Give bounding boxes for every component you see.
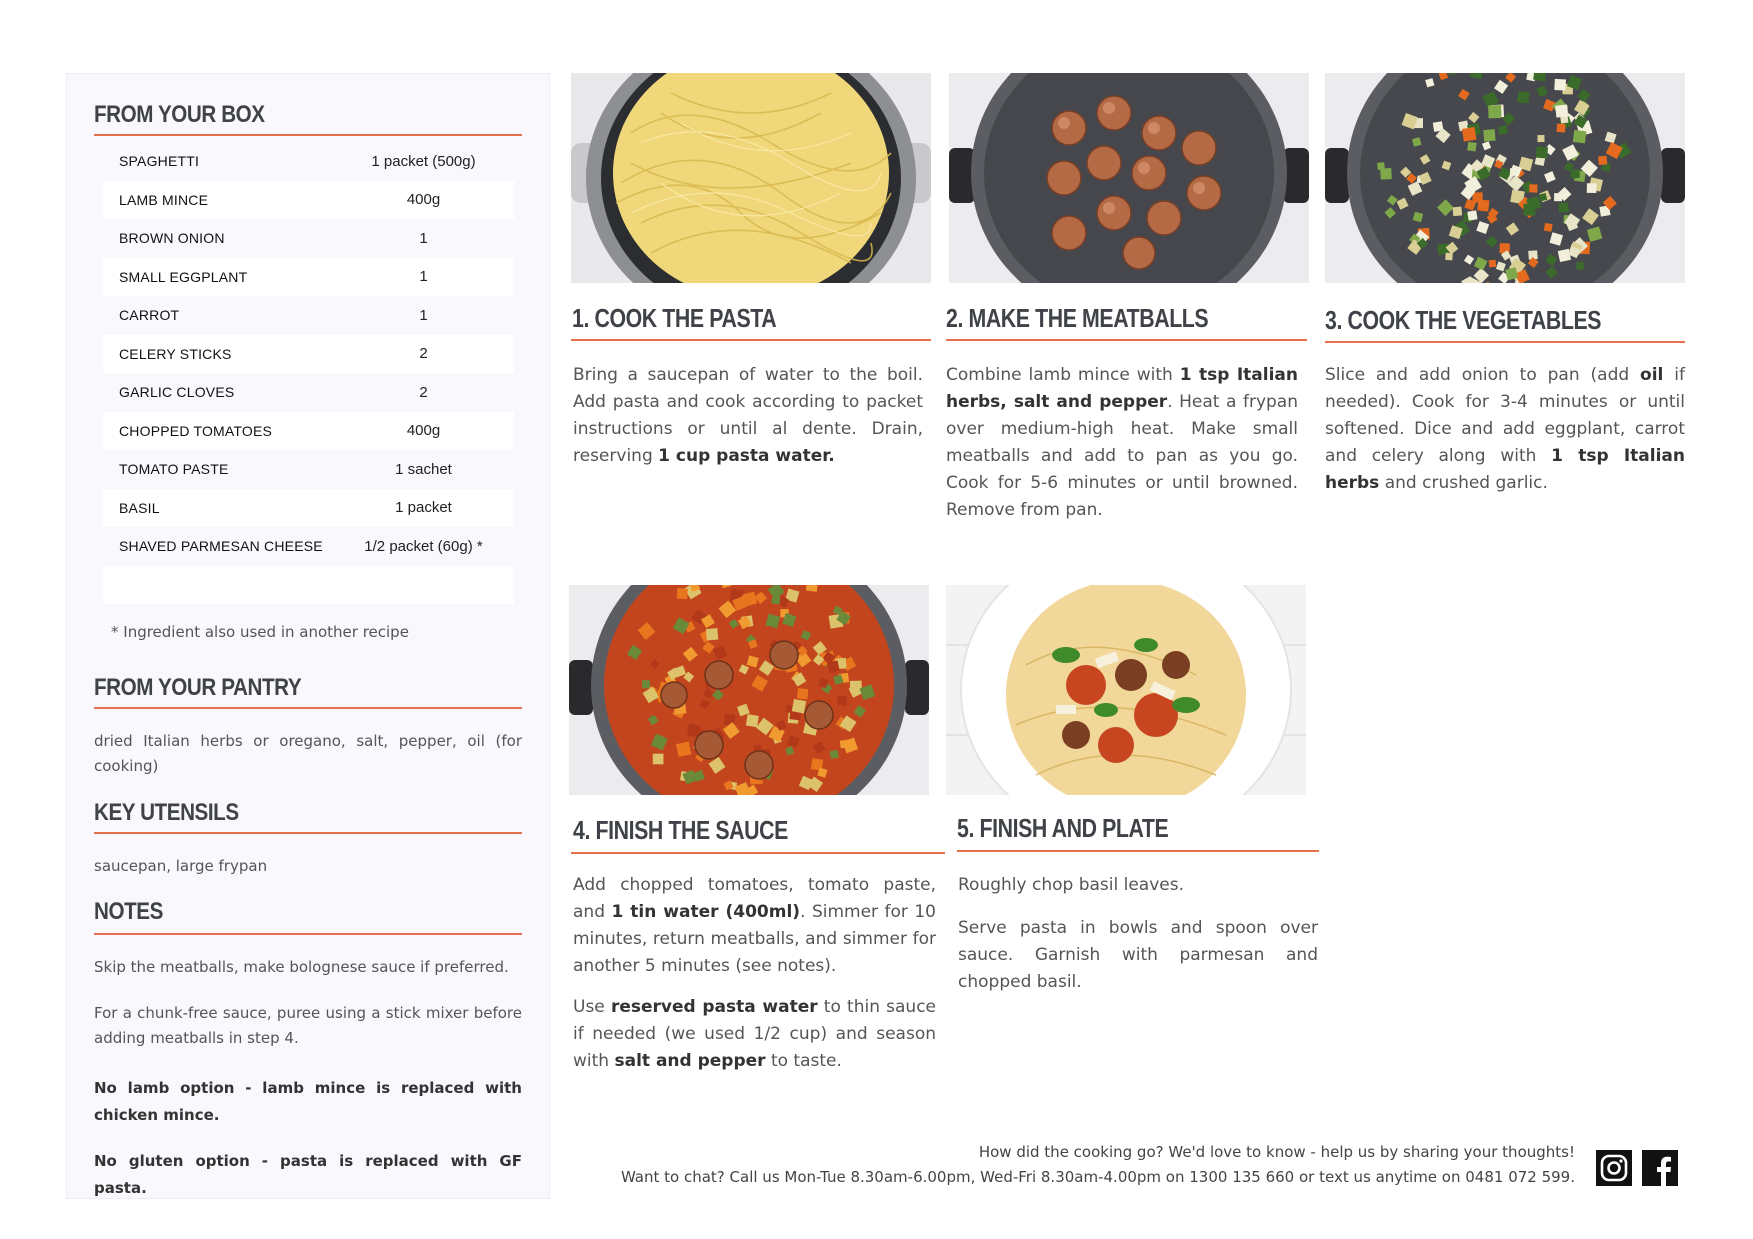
vegetable-piece xyxy=(1536,146,1548,158)
vegetable-piece xyxy=(1445,253,1453,261)
vegetable-piece xyxy=(840,740,849,749)
facebook-icon[interactable] xyxy=(1642,1150,1678,1186)
step-text-segment: . Heat a frypan over medium-high heat. Make small meatballs and add to pan as you go. Cook for 5-6 minutes or until browned. Remove from pan. xyxy=(946,392,1298,520)
vegetable-piece xyxy=(792,699,807,714)
vegetable-piece xyxy=(1571,169,1580,178)
from-your-box-title: FROM YOUR BOX xyxy=(94,101,265,128)
step-3-photo-vegetables xyxy=(1325,73,1685,283)
vegetable-piece xyxy=(1587,183,1597,193)
ingredient-quantity: 1 xyxy=(419,268,428,286)
emphasis-text: oil xyxy=(1640,365,1664,385)
step-paragraph xyxy=(958,872,1318,899)
step-divider xyxy=(571,339,931,341)
step-text-segment: Combine lamb mince with xyxy=(946,365,1180,385)
step-text-segment: Roughly chop basil leaves. xyxy=(958,875,1184,895)
step-3-text xyxy=(1325,362,1685,497)
step-text-segment: to taste. xyxy=(765,1051,842,1071)
step-text-segment: Add chopped tomatoes, tomato paste, and xyxy=(573,875,936,922)
step-text-segment: and crushed garlic. xyxy=(1379,473,1548,493)
section-divider xyxy=(94,134,522,136)
emphasis-text: 1 cup pasta water. xyxy=(658,446,835,466)
vegetable-piece xyxy=(706,628,718,640)
vegetable-piece xyxy=(837,695,848,706)
vegetable-piece xyxy=(1576,262,1584,270)
pantry-text: dried Italian herbs or oregano, salt, pepper, oil (for cooking) xyxy=(94,732,522,775)
note-item: For a chunk-free sauce, puree using a stick mixer before adding meatballs in step 4. xyxy=(94,1004,522,1047)
vegetable-piece xyxy=(1559,202,1569,212)
emphasis-text: 1 tsp Italian herbs xyxy=(1325,446,1686,493)
ingredient-name: GARLIC CLOVES xyxy=(119,384,235,401)
ingredient-row xyxy=(103,489,514,528)
step-1-title: 1. COOK THE PASTA xyxy=(572,303,777,333)
step-divider xyxy=(1325,341,1685,343)
step-5-title: 5. FINISH AND PLATE xyxy=(957,813,1169,843)
ingredients-table xyxy=(103,142,514,604)
vegetable-piece xyxy=(1544,223,1553,232)
step-1-text xyxy=(573,362,923,470)
vegetable-piece xyxy=(1554,193,1562,201)
ingredient-name: SPAGHETTI xyxy=(119,153,200,170)
note-item: No lamb option - lamb mince is replaced with chicken mince. xyxy=(94,1079,522,1124)
ingredient-row xyxy=(103,181,514,220)
step-4-title: 4. FINISH THE SAUCE xyxy=(573,815,788,845)
feedback-line: How did the cooking go? We'd love to know - help us by sharing your thoughts! xyxy=(978,1143,1575,1161)
vegetable-piece xyxy=(724,714,736,726)
ingredient-quantity: 1 packet xyxy=(395,499,452,517)
vegetable-piece xyxy=(1573,130,1587,144)
vegetable-piece xyxy=(1467,210,1477,220)
ingredient-name: SHAVED PARMESAN CHEESE xyxy=(119,538,323,555)
ingredient-quantity: 400g xyxy=(406,191,441,209)
step-3-title: 3. COOK THE VEGETABLES xyxy=(1325,305,1602,335)
ingredient-quantity: 1 packet (500g) xyxy=(371,152,476,170)
step-paragraph xyxy=(573,994,936,1075)
ingredient-quantity: 1/2 packet (60g) * xyxy=(364,537,483,555)
step-2-title: 2. MAKE THE MEATBALLS xyxy=(946,303,1209,333)
emphasis-text: salt and pepper xyxy=(614,1051,766,1071)
step-text-segment: . Simmer for 10 minutes, return meatballs, and simmer for another 5 minutes (see notes). xyxy=(573,902,936,976)
ingredient-footnote: * Ingredient also used in another recipe xyxy=(111,623,409,641)
ingredients-sidebar xyxy=(66,73,550,1199)
vegetable-piece xyxy=(1488,105,1501,118)
step-text-segment: to thin sauce if needed (we used 1/2 cup) and season with xyxy=(573,997,936,1071)
vegetable-piece xyxy=(642,680,650,688)
step-5-photo-plated xyxy=(946,585,1306,795)
section-divider xyxy=(94,933,522,935)
emphasis-text: 1 tin water (400ml) xyxy=(611,902,801,922)
vegetable-piece xyxy=(1556,123,1565,132)
step-paragraph xyxy=(958,915,1318,996)
ingredient-quantity: 2 xyxy=(419,383,428,401)
vegetable-piece xyxy=(1477,199,1489,211)
ingredient-quantity: 1 sachet xyxy=(395,460,452,478)
step-2-text xyxy=(946,362,1298,524)
step-paragraph xyxy=(573,872,936,980)
note-item: Skip the meatballs, make bolognese sauce if preferred. xyxy=(94,958,509,976)
ingredient-quantity: 1 xyxy=(419,229,428,247)
step-divider xyxy=(946,339,1307,341)
vegetable-piece xyxy=(797,688,808,699)
step-1-photo-pasta xyxy=(571,73,931,283)
step-text-segment: Use xyxy=(573,997,611,1017)
step-divider xyxy=(571,852,945,854)
vegetable-piece xyxy=(1467,142,1477,152)
vegetable-piece xyxy=(1529,184,1537,192)
vegetable-piece xyxy=(1598,156,1607,165)
ingredient-quantity: 1 xyxy=(419,306,428,324)
ingredient-name: SMALL EGGPLANT xyxy=(119,268,248,285)
ingredient-name: CHOPPED TOMATOES xyxy=(119,422,273,439)
emphasis-text: 1 tsp Italian herbs, salt and pepper xyxy=(946,365,1298,412)
ingredient-name: TOMATO PASTE xyxy=(119,461,229,478)
ingredient-name: CARROT xyxy=(119,307,180,324)
step-text-segment: if needed). Cook for 3-4 minutes or until softened. Dice and add eggplant, carrot and celery along with xyxy=(1325,365,1685,466)
ingredient-row xyxy=(103,373,514,412)
ingredient-row xyxy=(103,142,514,181)
vegetable-piece xyxy=(1483,129,1495,141)
vegetable-piece xyxy=(1523,204,1535,216)
step-4-photo-sauce xyxy=(569,585,929,795)
vegetable-piece xyxy=(1539,193,1547,201)
ingredient-quantity: 400g xyxy=(406,422,441,440)
note-item: No gluten option - pasta is replaced with GF pasta. xyxy=(94,1152,522,1197)
vegetable-piece xyxy=(1517,91,1529,103)
ingredient-row xyxy=(103,219,514,258)
step-4-text xyxy=(573,872,936,1075)
utensils-text: saucepan, large frypan xyxy=(94,857,268,875)
vegetable-piece xyxy=(850,681,862,693)
vegetable-piece xyxy=(653,754,664,765)
vegetable-piece xyxy=(830,750,839,759)
vegetable-piece xyxy=(1462,127,1477,142)
ingredient-name: CELERY STICKS xyxy=(119,345,232,362)
vegetable-piece xyxy=(1380,168,1392,180)
ingredient-name: BROWN ONION xyxy=(119,230,225,247)
vegetable-piece xyxy=(1453,207,1463,217)
step-divider xyxy=(957,850,1319,852)
ingredient-row xyxy=(103,527,514,566)
ingredient-name: LAMB MINCE xyxy=(119,191,209,208)
ingredient-row xyxy=(103,296,514,335)
step-text-segment: Serve pasta in bowls and spoon over sauce. Garnish with parmesan and chopped basil. xyxy=(958,918,1318,992)
ingredient-row xyxy=(103,566,514,605)
ingredient-row xyxy=(103,335,514,374)
section-divider xyxy=(94,707,522,709)
key-utensils-title: KEY UTENSILS xyxy=(94,799,239,826)
vegetable-piece xyxy=(1554,79,1566,91)
ingredient-row xyxy=(103,450,514,489)
vegetable-piece xyxy=(1489,260,1497,268)
vegetable-piece xyxy=(1499,243,1509,253)
vegetable-piece xyxy=(1555,105,1568,118)
ingredient-name: BASIL xyxy=(119,499,160,516)
from-your-pantry-title: FROM YOUR PANTRY xyxy=(94,674,302,701)
vegetable-piece xyxy=(746,714,759,727)
section-divider xyxy=(94,832,522,834)
ingredient-row xyxy=(103,258,514,297)
emphasis-text: reserved pasta water xyxy=(610,997,818,1017)
vegetable-piece xyxy=(677,588,688,599)
step-text-segment: Slice and add onion to pan (add xyxy=(1325,365,1641,385)
step-5-text xyxy=(958,872,1318,996)
step-2-photo-meatballs xyxy=(949,73,1309,283)
vegetable-piece xyxy=(1377,162,1385,170)
vegetable-piece xyxy=(676,741,691,756)
notes-title: NOTES xyxy=(94,898,163,925)
ingredient-quantity: 2 xyxy=(419,345,428,363)
step-text-segment: Bring a saucepan of water to the boil. Add pasta and cook according to packet instructions or until al dente. Drain, reserving xyxy=(573,365,923,466)
ingredient-row xyxy=(103,412,514,451)
contact-line: Want to chat? Call us Mon-Tue 8.30am-6.00pm, Wed-Fri 8.30am-4.00pm on 1300 135 660 or text us anytime on 0481 072 599. xyxy=(620,1168,1575,1186)
instagram-icon[interactable] xyxy=(1596,1150,1632,1186)
vegetable-piece xyxy=(1537,135,1544,142)
